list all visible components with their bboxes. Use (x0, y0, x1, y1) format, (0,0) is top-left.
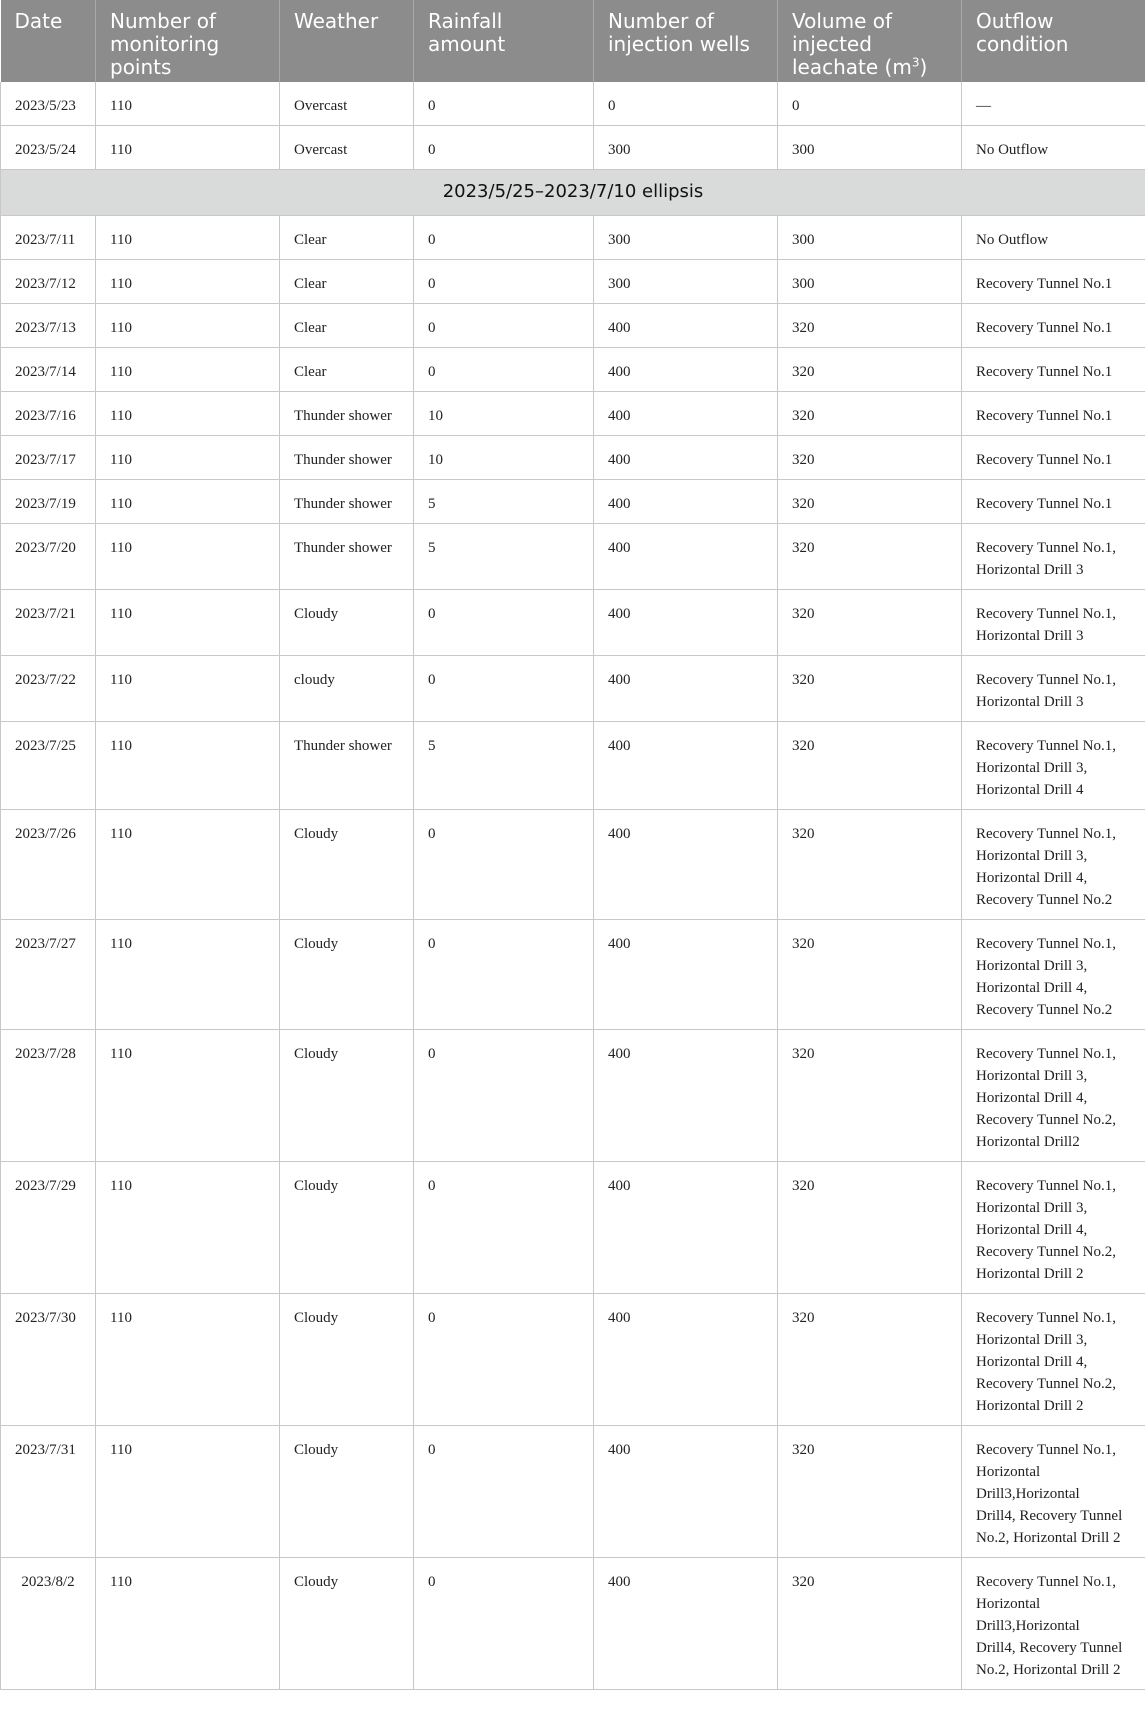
cell-outflow: Recovery Tunnel No.1 (962, 260, 1145, 304)
cell-outflow: Recovery Tunnel No.1, Horizontal Drill3,Horizontal Drill4, Recovery Tunnel No.2, Horizontal Drill 2 (962, 1426, 1145, 1558)
cell-date: 2023/7/31 (1, 1426, 96, 1558)
cell-injection-wells: 300 (594, 126, 778, 170)
cell-monitoring-points: 110 (96, 304, 280, 348)
cell-rainfall: 5 (414, 722, 594, 810)
cell-date: 2023/8/2 (1, 1558, 96, 1690)
table-row (1, 810, 1145, 920)
cell-volume: 320 (778, 656, 962, 722)
header-volume-unit-superscript: 3 (911, 55, 920, 70)
cell-weather: Clear (280, 216, 414, 260)
cell-weather: Clear (280, 260, 414, 304)
cell-volume: 300 (778, 260, 962, 304)
cell-weather: Thunder shower (280, 480, 414, 524)
cell-rainfall: 0 (414, 1426, 594, 1558)
table-row (1, 82, 1145, 126)
cell-rainfall: 0 (414, 82, 594, 126)
cell-rainfall: 0 (414, 810, 594, 920)
table-row (1, 1426, 1145, 1558)
cell-volume: 320 (778, 436, 962, 480)
cell-volume: 320 (778, 1030, 962, 1162)
cell-outflow: — (962, 82, 1145, 126)
cell-monitoring-points: 110 (96, 920, 280, 1030)
table-row (1, 524, 1145, 590)
cell-rainfall: 0 (414, 1162, 594, 1294)
table-row (1, 436, 1145, 480)
cell-weather: Cloudy (280, 590, 414, 656)
cell-injection-wells: 400 (594, 392, 778, 436)
cell-monitoring-points: 110 (96, 480, 280, 524)
cell-outflow: Recovery Tunnel No.1, Horizontal Drill 3, Horizontal Drill 4, Recovery Tunnel No.2 (962, 810, 1145, 920)
ellipsis-label: 2023/5/25–2023/7/10 ellipsis (1, 170, 1145, 216)
cell-rainfall: 0 (414, 348, 594, 392)
cell-date: 2023/7/12 (1, 260, 96, 304)
cell-date: 2023/7/30 (1, 1294, 96, 1426)
cell-volume: 320 (778, 722, 962, 810)
cell-injection-wells: 400 (594, 590, 778, 656)
header-injection-wells: Number of injection wells (594, 0, 778, 82)
cell-monitoring-points: 110 (96, 722, 280, 810)
cell-weather: Cloudy (280, 1162, 414, 1294)
cell-injection-wells: 400 (594, 656, 778, 722)
cell-weather: Overcast (280, 82, 414, 126)
cell-weather: Thunder shower (280, 722, 414, 810)
header-volume-close: ) (919, 55, 928, 79)
cell-injection-wells: 400 (594, 304, 778, 348)
cell-date: 2023/7/17 (1, 436, 96, 480)
cell-injection-wells: 400 (594, 436, 778, 480)
cell-outflow: Recovery Tunnel No.1 (962, 392, 1145, 436)
cell-weather: Cloudy (280, 1558, 414, 1690)
cell-date: 2023/7/22 (1, 656, 96, 722)
table-row (1, 590, 1145, 656)
table-row (1, 216, 1145, 260)
cell-volume: 300 (778, 216, 962, 260)
cell-volume: 320 (778, 348, 962, 392)
cell-rainfall: 0 (414, 656, 594, 722)
cell-volume: 320 (778, 810, 962, 920)
cell-monitoring-points: 110 (96, 1162, 280, 1294)
cell-weather: Cloudy (280, 1030, 414, 1162)
cell-date: 2023/7/20 (1, 524, 96, 590)
cell-date: 2023/7/29 (1, 1162, 96, 1294)
cell-volume: 300 (778, 126, 962, 170)
cell-injection-wells: 400 (594, 1558, 778, 1690)
cell-monitoring-points: 110 (96, 1294, 280, 1426)
cell-monitoring-points: 110 (96, 216, 280, 260)
cell-injection-wells: 400 (594, 348, 778, 392)
header-weather: Weather (280, 0, 414, 82)
cell-weather: Thunder shower (280, 392, 414, 436)
cell-volume: 320 (778, 480, 962, 524)
cell-monitoring-points: 110 (96, 436, 280, 480)
cell-injection-wells: 300 (594, 260, 778, 304)
cell-injection-wells: 400 (594, 524, 778, 590)
header-rainfall: Rainfall amount (414, 0, 594, 82)
cell-outflow: No Outflow (962, 216, 1145, 260)
cell-weather: Thunder shower (280, 524, 414, 590)
cell-date: 2023/7/25 (1, 722, 96, 810)
cell-rainfall: 0 (414, 216, 594, 260)
cell-rainfall: 10 (414, 436, 594, 480)
cell-date: 2023/5/24 (1, 126, 96, 170)
cell-monitoring-points: 110 (96, 348, 280, 392)
cell-weather: Thunder shower (280, 436, 414, 480)
ellipsis-row (1, 170, 1145, 216)
table-row (1, 348, 1145, 392)
cell-injection-wells: 400 (594, 1030, 778, 1162)
cell-rainfall: 5 (414, 480, 594, 524)
cell-monitoring-points: 110 (96, 82, 280, 126)
cell-weather: Overcast (280, 126, 414, 170)
cell-monitoring-points: 110 (96, 1426, 280, 1558)
cell-weather: Cloudy (280, 920, 414, 1030)
cell-weather: Clear (280, 348, 414, 392)
table-row (1, 304, 1145, 348)
cell-weather: Cloudy (280, 810, 414, 920)
cell-monitoring-points: 110 (96, 1030, 280, 1162)
table-row (1, 1558, 1145, 1690)
cell-monitoring-points: 110 (96, 524, 280, 590)
cell-injection-wells: 400 (594, 1162, 778, 1294)
cell-injection-wells: 400 (594, 1426, 778, 1558)
table-body-top (1, 82, 1145, 170)
header-monitoring-points: Number of monitoring points (96, 0, 280, 82)
cell-date: 2023/7/13 (1, 304, 96, 348)
cell-volume: 320 (778, 590, 962, 656)
cell-weather: Clear (280, 304, 414, 348)
cell-volume: 320 (778, 1558, 962, 1690)
header-outflow: Outflow condition (962, 0, 1145, 82)
cell-outflow: Recovery Tunnel No.1, Horizontal Drill 3 (962, 590, 1145, 656)
table-row (1, 126, 1145, 170)
cell-volume: 320 (778, 304, 962, 348)
cell-date: 2023/7/28 (1, 1030, 96, 1162)
cell-outflow: Recovery Tunnel No.1, Horizontal Drill 3 (962, 524, 1145, 590)
cell-outflow: Recovery Tunnel No.1, Horizontal Drill3,Horizontal Drill4, Recovery Tunnel No.2, Horizontal Drill 2 (962, 1558, 1145, 1690)
cell-rainfall: 10 (414, 392, 594, 436)
cell-injection-wells: 300 (594, 216, 778, 260)
cell-injection-wells: 400 (594, 480, 778, 524)
cell-rainfall: 0 (414, 1558, 594, 1690)
cell-volume: 320 (778, 524, 962, 590)
cell-date: 2023/7/11 (1, 216, 96, 260)
cell-outflow: Recovery Tunnel No.1 (962, 348, 1145, 392)
cell-outflow: Recovery Tunnel No.1, Horizontal Drill 3, Horizontal Drill 4, Recovery Tunnel No.2, Horizontal Drill 2 (962, 1294, 1145, 1426)
cell-volume: 0 (778, 82, 962, 126)
cell-date: 2023/7/21 (1, 590, 96, 656)
header-volume-text: Volume of injected leachate (m (792, 9, 912, 79)
header-date: Date (1, 0, 96, 82)
cell-injection-wells: 400 (594, 722, 778, 810)
table-row (1, 656, 1145, 722)
cell-weather: Cloudy (280, 1294, 414, 1426)
cell-volume: 320 (778, 1426, 962, 1558)
cell-monitoring-points: 110 (96, 392, 280, 436)
cell-volume: 320 (778, 1162, 962, 1294)
cell-outflow: Recovery Tunnel No.1, Horizontal Drill 3, Horizontal Drill 4, Recovery Tunnel No.2, Horizontal Drill 2 (962, 1162, 1145, 1294)
cell-rainfall: 0 (414, 1030, 594, 1162)
cell-rainfall: 0 (414, 590, 594, 656)
cell-monitoring-points: 110 (96, 810, 280, 920)
cell-injection-wells: 0 (594, 82, 778, 126)
cell-volume: 320 (778, 920, 962, 1030)
cell-weather: Cloudy (280, 1426, 414, 1558)
cell-injection-wells: 400 (594, 920, 778, 1030)
cell-outflow: Recovery Tunnel No.1 (962, 480, 1145, 524)
cell-outflow: Recovery Tunnel No.1 (962, 436, 1145, 480)
table-row (1, 480, 1145, 524)
cell-date: 2023/7/16 (1, 392, 96, 436)
header-volume (778, 0, 962, 82)
cell-outflow: Recovery Tunnel No.1, Horizontal Drill 3, Horizontal Drill 4, Recovery Tunnel No.2 (962, 920, 1145, 1030)
cell-date: 2023/5/23 (1, 82, 96, 126)
cell-monitoring-points: 110 (96, 126, 280, 170)
cell-outflow: Recovery Tunnel No.1, Horizontal Drill 3, Horizontal Drill 4, Recovery Tunnel No.2, Horizontal Drill2 (962, 1030, 1145, 1162)
cell-monitoring-points: 110 (96, 1558, 280, 1690)
cell-rainfall: 0 (414, 126, 594, 170)
cell-outflow: Recovery Tunnel No.1, Horizontal Drill 3, Horizontal Drill 4 (962, 722, 1145, 810)
header-row (1, 0, 1145, 82)
table-row (1, 260, 1145, 304)
cell-rainfall: 0 (414, 260, 594, 304)
cell-monitoring-points: 110 (96, 260, 280, 304)
table-row (1, 1294, 1145, 1426)
cell-outflow: Recovery Tunnel No.1, Horizontal Drill 3 (962, 656, 1145, 722)
cell-rainfall: 5 (414, 524, 594, 590)
table-row (1, 920, 1145, 1030)
cell-volume: 320 (778, 392, 962, 436)
cell-date: 2023/7/26 (1, 810, 96, 920)
cell-injection-wells: 400 (594, 1294, 778, 1426)
cell-date: 2023/7/14 (1, 348, 96, 392)
cell-volume: 320 (778, 1294, 962, 1426)
cell-rainfall: 0 (414, 1294, 594, 1426)
cell-rainfall: 0 (414, 304, 594, 348)
table-row (1, 722, 1145, 810)
table-body-bottom (1, 216, 1145, 1690)
table-row (1, 392, 1145, 436)
cell-date: 2023/7/19 (1, 480, 96, 524)
cell-weather: cloudy (280, 656, 414, 722)
table-row (1, 1162, 1145, 1294)
cell-date: 2023/7/27 (1, 920, 96, 1030)
cell-monitoring-points: 110 (96, 656, 280, 722)
cell-outflow: No Outflow (962, 126, 1145, 170)
cell-outflow: Recovery Tunnel No.1 (962, 304, 1145, 348)
cell-rainfall: 0 (414, 920, 594, 1030)
cell-injection-wells: 400 (594, 810, 778, 920)
ellipsis-section (1, 170, 1145, 216)
cell-monitoring-points: 110 (96, 590, 280, 656)
table-row (1, 1030, 1145, 1162)
